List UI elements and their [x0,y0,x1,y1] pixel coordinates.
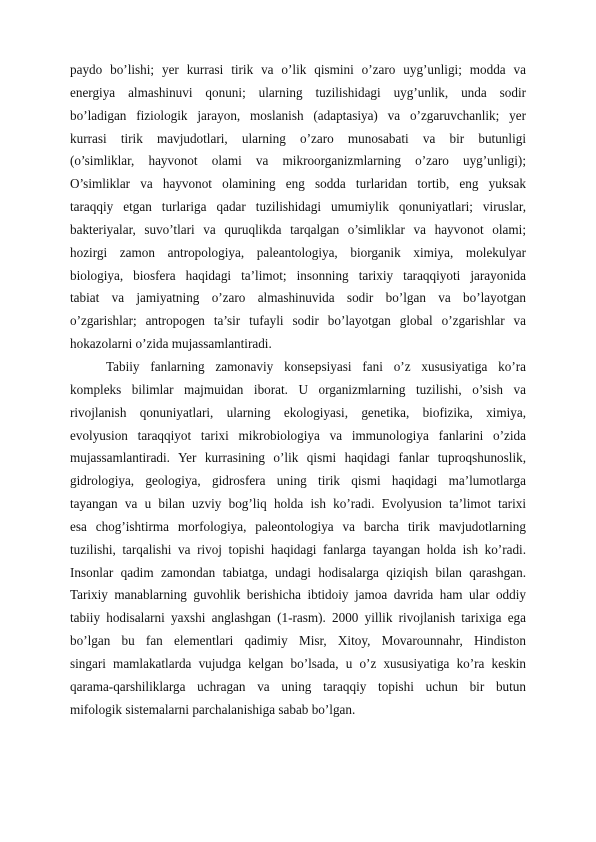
text-line: o’zgarishlar; antropogen ta’sir tufayli sodir bo’layotgan global o’zgarishlar va [70,313,526,329]
text-line: energiya almashinuvi qonuni; ularning tuzilishidagi uyg’unlik, unda sodir [70,84,526,100]
paragraph-2 [70,356,526,722]
text-line: hozirgi zamon antropologiya, paleantologiya, biorganik ximiya, molekulyar [70,244,526,260]
text-line: qarama-qarshiliklarga uchragan va uning taraqqiy topishi uchun bir butun [70,678,526,694]
text-line: rivojlanish qonuniyatlari, ularning ekologiyasi, genetika, biofizika, ximiya, [70,404,526,420]
text-line: biologiya, biosfera haqidagi ta’limot; insonning tarixiy taraqqiyoti jarayonida [70,267,526,283]
text-line: tabiiy hodisalarni yaxshi anglashgan (1-rasm). 2000 yillik rivojlanish tarixiga ega [70,610,526,626]
text-line: tabiat va jamiyatning o’zaro almashinuvida sodir bo’lgan va bo’layotgan [70,290,526,306]
text-line: kurrasi tirik mavjudotlari, ularning o’zaro munosabati va bir butunligi [70,130,526,146]
text-line: tayangan va u bilan uzviy bog’liq holda ish ko’radi. Evolyusion ta’limot tarixi [70,496,526,512]
text-line: bo’ladigan fiziologik jarayon, moslanish (adaptasiya) va o’zgaruvchanlik; yer [70,107,526,123]
text-line: taraqqiy etgan turlariga qadar tuzilishidagi umumiylik qonuniyatlari; viruslar, [70,199,526,215]
text-line: gidrologiya, geologiya, gidrosfera uning tirik qismi haqidagi ma’lumotlarga [70,473,526,489]
paragraph-1 [70,59,526,356]
text-line: Tarixiy manablarning guvohlik berishicha ibtidoiy jamoa davrida ham ular oddiy [70,587,526,603]
text-line: O’simliklar va hayvonot olamining eng sodda turlaridan tortib, eng yuksak [70,176,526,192]
text-line: hokazolarni o’zida mujassamlantiradi. [70,336,272,352]
text-line: (o’simliklar, hayvonot olami va mikroorganizmlarning o’zaro uyg’unligi); [70,153,526,169]
text-line: singari mamlakatlarda vujudga kelgan bo’lsada, u o’z xususiyatiga ko’ra keskin [70,655,526,671]
text-line: Tabiiy fanlarning zamonaviy konsepsiyasi fani o’z xususiyatiga ko’ra [106,359,526,374]
text-line: mifologik sistemalarni parchalanishiga sabab bo’lgan. [70,701,356,717]
text-line: mujassamlantiradi. Yer kurrasining o’lik qismi haqidagi fanlar tuproqshunoslik, [70,450,526,466]
text-line: esa chog’ishtirma morfologiya, paleontologiya va barcha tirik mavjudotlarning [70,518,526,534]
text-line: Insonlar qadim zamondan tabiatga, undagi hodisalarga qiziqish bilan qarashgan. [70,564,526,580]
text-line: tuzilishi, tarqalishi va rivoj topishi haqidagi fanlarga tayangan holda ish ko’radi. [70,541,526,557]
text-line: paydo bo’lishi; yer kurrasi tirik va o’lik qismini o’zaro uyg’unligi; modda va [70,62,526,77]
text-line: bakteriyalar, suvo’tlari va quruqlikda tarqalgan o’simliklar va hayvonot olami; [70,221,526,237]
text-line: kompleks bilimlar majmuidan iborat. U organizmlarning tuzilishi, o’sish va [70,381,526,397]
text-line: evolyusion taraqqiyot tarixi mikrobiologiya va immunologiya fanlarini o’zida [70,427,526,443]
text-line: bo’lgan bu fan elementlari qadimiy Misr, Xitoy, Movarounnahr, Hindiston [70,633,526,649]
